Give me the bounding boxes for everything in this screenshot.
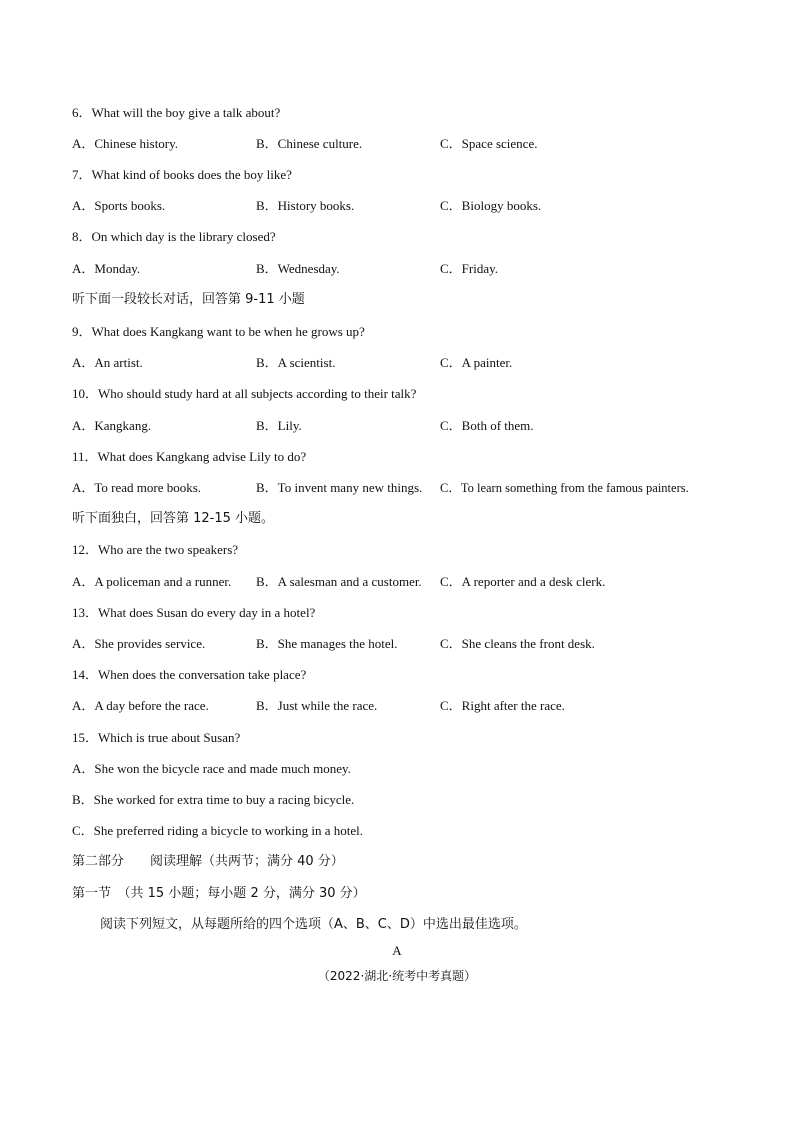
option-10a: A．Kangkang. — [72, 418, 152, 433]
question-9: 9．What does Kangkang want to be when he grows up? — [72, 324, 365, 339]
reading-instruction: 阅读下列短文，从每题所给的四个选项（A、B、C、D）中选出最佳选项。 — [100, 917, 527, 932]
section-heading-dialogue: 听下面一段较长对话，回答第 9-11 小题 — [72, 292, 305, 307]
option-10c: C．Both of them. — [440, 418, 534, 433]
option-8b: B．Wednesday. — [256, 261, 340, 276]
option-12a: A．A policeman and a runner. — [72, 574, 232, 589]
option-6a: A．Chinese history. — [72, 136, 179, 151]
option-12b: B．A salesman and a customer. — [256, 574, 422, 589]
option-14b: B．Just while the race. — [256, 698, 378, 713]
option-7b: B．History books. — [256, 198, 355, 213]
section-heading-monologue: 听下面独白，回答第 12-15 小题。 — [72, 511, 275, 526]
option-12c: C．A reporter and a desk clerk. — [440, 574, 606, 589]
question-7: 7．What kind of books does the boy like? — [72, 167, 292, 182]
option-14c: C．Right after the race. — [440, 698, 565, 713]
question-6: 6．What will the boy give a talk about? — [72, 105, 281, 120]
question-15: 15．Which is true about Susan? — [72, 730, 241, 745]
option-6b: B．Chinese culture. — [256, 136, 363, 151]
option-11c: C．To learn something from the famous painters. — [440, 481, 689, 495]
option-10b: B．Lily. — [256, 418, 302, 433]
question-11: 11．What does Kangkang advise Lily to do? — [72, 449, 307, 464]
option-15a: A．She won the bicycle race and made much money. — [72, 761, 351, 776]
option-11a: A．To read more books. — [72, 480, 202, 495]
passage-label: A — [392, 943, 402, 958]
option-7c: C．Biology books. — [440, 198, 542, 213]
question-14: 14．When does the conversation take place? — [72, 667, 307, 682]
question-8: 8．On which day is the library closed? — [72, 229, 276, 244]
option-13b: B．She manages the hotel. — [256, 636, 398, 651]
option-9a: A．An artist. — [72, 355, 143, 370]
option-8a: A．Monday. — [72, 261, 141, 276]
option-9b: B．A scientist. — [256, 355, 336, 370]
option-11b: B．To invent many new things. — [256, 480, 423, 495]
part-two-heading: 第二部分 阅读理解（共两节；满分 40 分） — [72, 854, 344, 869]
question-12: 12．Who are the two speakers? — [72, 542, 239, 557]
option-8c: C．Friday. — [440, 261, 499, 276]
passage-source: （2022·湖北·统考中考真题） — [317, 969, 477, 983]
option-14a: A．A day before the race. — [72, 698, 209, 713]
option-15b: B．She worked for extra time to buy a racing bicycle. — [72, 792, 355, 807]
part-two-section-one: 第一节 （共 15 小题；每小题 2 分，满分 30 分） — [72, 886, 366, 901]
option-15c: C．She preferred riding a bicycle to working in a hotel. — [72, 823, 363, 838]
option-6c: C．Space science. — [440, 136, 538, 151]
option-7a: A．Sports books. — [72, 198, 166, 213]
question-13: 13．What does Susan do every day in a hotel? — [72, 605, 316, 620]
option-13a: A．She provides service. — [72, 636, 206, 651]
option-13c: C．She cleans the front desk. — [440, 636, 595, 651]
option-9c: C．A painter. — [440, 355, 513, 370]
question-10: 10．Who should study hard at all subjects according to their talk? — [72, 386, 417, 401]
